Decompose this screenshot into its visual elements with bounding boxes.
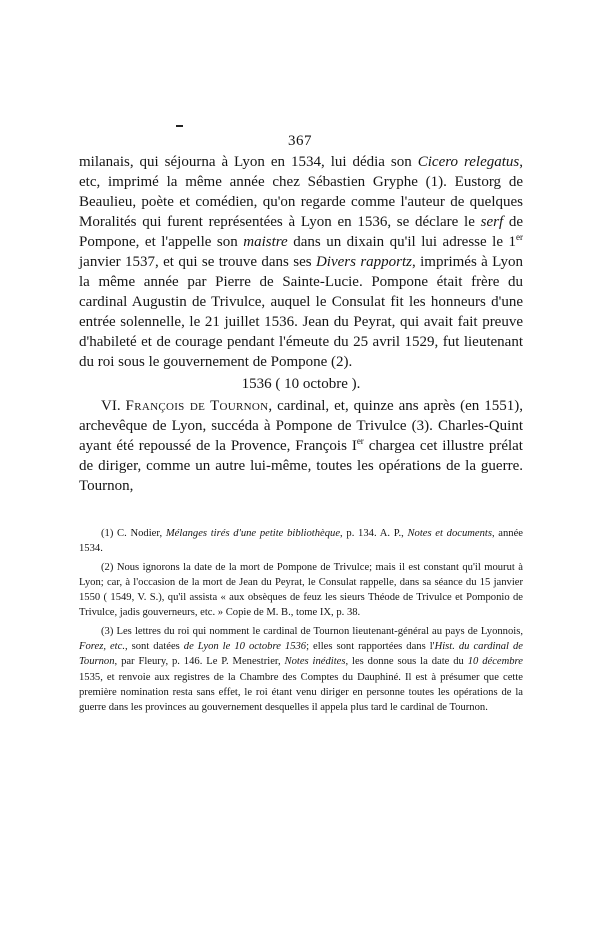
paragraph-1: milanais, qui séjourna à Lyon en 1534, lui dédia son Cicero relegatus, etc, imprimé la même année chez Sébastien Gryphe (1). Eustorg de Beaulieu, poète et comédien, qu'on regarde comme l'auteur de quelques Moralités qui furent représentées à Lyon en 1536, se déclare le serf de Pompone, et l'appelle son maistre dans un dixain qu'il lui adresse le 1er janvier 1537, et qui se trouve dans ses Divers rapportz, imprimés à Lyon la même année par Pierre de Sainte-Lucie. Pompone était frère du cardinal Augustin de Trivulce, auquel le Consulat fit les honneurs d'une entrée solennelle, le 21 juillet 1536. Jean du Peyrat, qui avait fait preuve d'habileté et de courage pendant l'émeute du 25 avril 1529, fut lieutenant du roi sous le gouvernement de Pompone (2). <box>79 154 524 370</box>
person-name: François de Tournon <box>125 398 269 414</box>
page-number: 367 <box>288 133 312 149</box>
main-text <box>79 152 523 496</box>
paragraph-2: VI. François de Tournon, cardinal, et, quinze ans après (en 1551), archevêque de Lyon, succéda à Pompone de Trivulce (3). Charles-Quint ayant été repoussé de la Provence, François Ier chargea cet illustre prélat de diriger, comme un autre lui-même, toutes les opérations de la guerre. Tournon, <box>79 398 524 494</box>
footnote-2: (2) Nous ignorons la date de la mort de Pompone de Trivulce; mais il est constant qu'il mourut à Lyon; car, à l'occasion de la mort de Jean du Peyrat, le Consulat rappelle, dans sa séance du 15 janvier 1550 ( 1549, V. S.), qu'il assista « aux obsèques de feuz les sieurs Théode de Trivulce et Pomponio de Trivulce, jadis gouverneurs, etc. » Copie de M. B., tome IX, p. 38. <box>79 561 523 619</box>
footnote-3: (3) Les lettres du roi qui nomment le cardinal de Tournon lieutenant-général au pays de Lyonnois, Forez, etc., sont datées de Lyon le 10 octobre 1536; elles sont rapportées dans l'Hist. du cardinal de Tournon, par Fleury, p. 146. Le P. Menestrier, Notes inédites, les donne sous la date du 10 décembre 1535, et renvoie aux registres de la Chambre des Comptes du Dauphiné. Il est à présumer que cette première nomination resta sans effet, le roi étant venu diriger en personne toutes les opérations de la guerre dans les provinces au gouvernement desquelles il appela plus tard le cardinal de Tournon. <box>79 625 523 714</box>
footnote-1: (1) C. Nodier, Mélanges tirés d'une petite bibliothèque, p. 134. A. P., Notes et documents, année 1534. <box>79 528 524 555</box>
footnotes <box>79 526 523 719</box>
header-mark <box>176 125 183 127</box>
date-heading: 1536 ( 10 octobre ). <box>241 376 361 392</box>
